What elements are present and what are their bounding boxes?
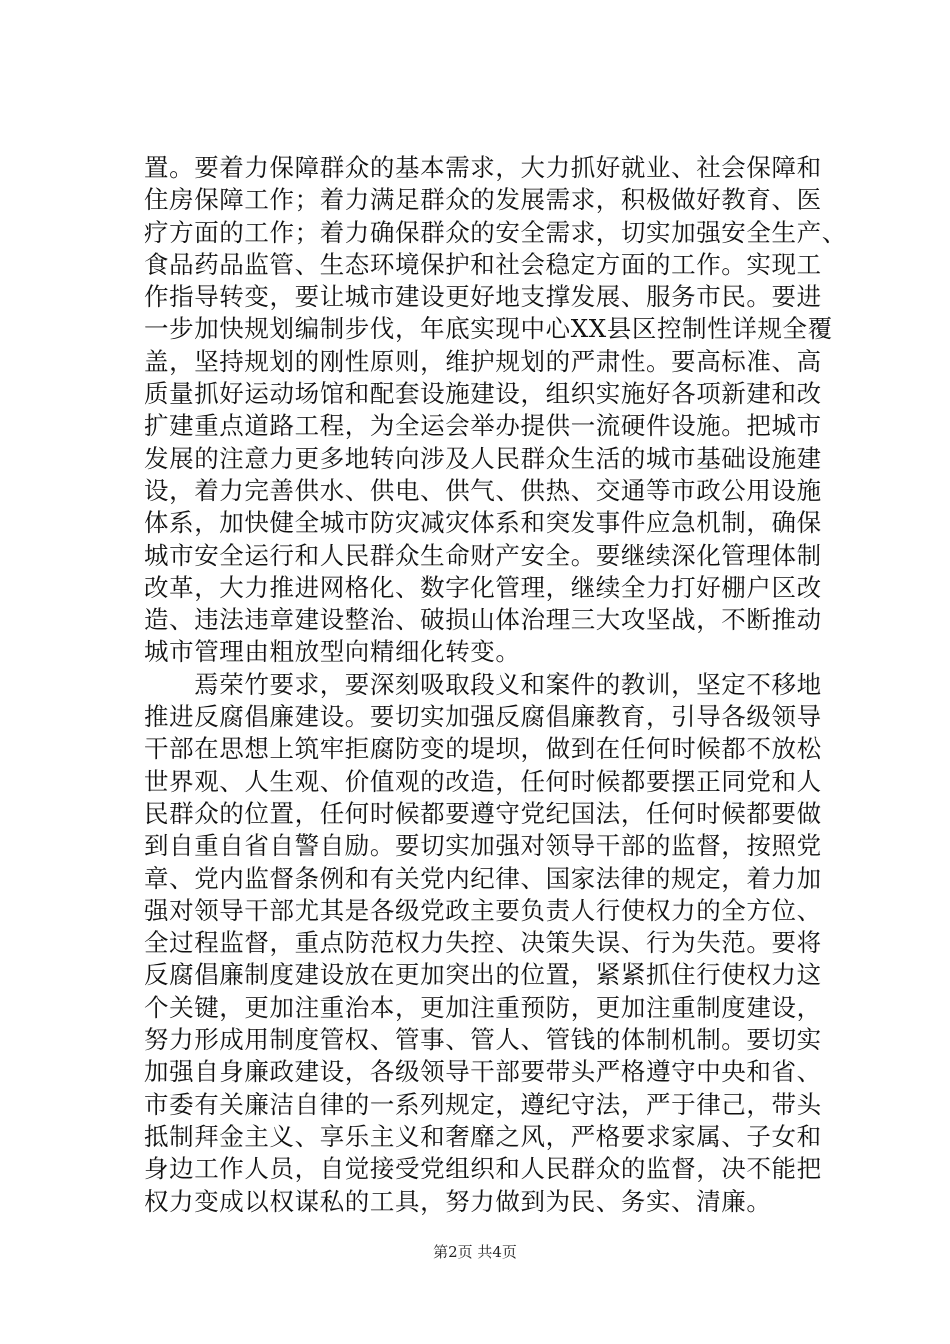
text-line: 焉荣竹要求，要深刻吸取段义和案件的教训，坚定不移地 bbox=[144, 669, 822, 699]
text-line: 干部在思想上筑牢拒腐防变的堤坝，做到在任何时候都不放松 bbox=[144, 734, 822, 764]
text-line: 改革，大力推进网格化、数字化管理，继续全力打好棚户区改 bbox=[144, 572, 822, 602]
text-line: 体系，加快健全城市防灾减灾体系和突发事件应急机制，确保 bbox=[144, 508, 822, 538]
text-line: 质量抓好运动场馆和配套设施建设，组织实施好各项新建和改 bbox=[144, 379, 822, 409]
text-line: 世界观、人生观、价值观的改造，任何时候都要摆正同党和人 bbox=[144, 766, 822, 796]
text-line: 一步加快规划编制步伐，年底实现中心XX县区控制性详规全覆 bbox=[144, 314, 833, 344]
text-line: 强对领导干部尤其是各级党政主要负责人行使权力的全方位、 bbox=[144, 895, 822, 925]
text-line: 设，着力完善供水、供电、供气、供热、交通等市政公用设施 bbox=[144, 475, 822, 505]
text-line: 造、违法违章建设整治、破损山体治理三大攻坚战，不断推动 bbox=[144, 605, 822, 635]
body-text bbox=[144, 152, 847, 1218]
text-line: 全过程监督，重点防范权力失控、决策失误、行为失范。要将 bbox=[144, 928, 822, 958]
text-line: 抵制拜金主义、享乐主义和奢靡之风，严格要求家属、子女和 bbox=[144, 1121, 822, 1151]
text-line: 反腐倡廉制度建设放在更加突出的位置，紧紧抓住行使权力这 bbox=[144, 960, 822, 990]
text-line: 置。要着力保障群众的基本需求，大力抓好就业、社会保障和 bbox=[144, 153, 822, 182]
text-line: 盖，坚持规划的刚性原则，维护规划的严肃性。要高标准、高 bbox=[144, 346, 822, 376]
text-line: 权力变成以权谋私的工具，努力做到为民、务实、清廉。 bbox=[144, 1186, 772, 1216]
text-line: 城市安全运行和人民群众生命财产安全。要继续深化管理体制 bbox=[144, 540, 822, 570]
page-footer: 第2页 共4页 bbox=[433, 1243, 517, 1261]
text-line: 章、党内监督条例和有关党内纪律、国家法律的规定，着力加 bbox=[144, 863, 822, 893]
text-line: 到自重自省自警自励。要切实加强对领导干部的监督，按照党 bbox=[144, 831, 822, 861]
text-line: 食品药品监管、生态环境保护和社会稳定方面的工作。实现工 bbox=[144, 249, 822, 279]
text-line: 加强自身廉政建设，各级领导干部要带头严格遵守中央和省、 bbox=[144, 1057, 822, 1087]
text-line: 作指导转变，要让城市建设更好地支撑发展、服务市民。要进 bbox=[144, 282, 822, 312]
text-line: 疗方面的工作；着力确保群众的安全需求，切实加强安全生产、 bbox=[144, 217, 847, 247]
text-line: 市委有关廉洁自律的一系列规定，遵纪守法，严于律己，带头 bbox=[144, 1089, 822, 1119]
text-line: 个关键，更加注重治本，更加注重预防，更加注重制度建设， bbox=[144, 992, 822, 1022]
text-line: 努力形成用制度管权、管事、管人、管钱的体制机制。要切实 bbox=[144, 1025, 822, 1055]
text-line: 推进反腐倡廉建设。要切实加强反腐倡廉教育，引导各级领导 bbox=[144, 702, 822, 732]
text-line: 扩建重点道路工程，为全运会举办提供一流硬件设施。把城市 bbox=[144, 411, 822, 441]
text-line: 民群众的位置，任何时候都要遵守党纪国法，任何时候都要做 bbox=[144, 798, 822, 828]
text-line: 住房保障工作；着力满足群众的发展需求，积极做好教育、医 bbox=[144, 185, 822, 215]
text-line: 城市管理由粗放型向精细化转变。 bbox=[144, 637, 521, 667]
text-line: 发展的注意力更多地转向涉及人民群众生活的城市基础设施建 bbox=[144, 443, 822, 473]
text-line: 身边工作人员，自觉接受党组织和人民群众的监督，决不能把 bbox=[144, 1154, 822, 1184]
